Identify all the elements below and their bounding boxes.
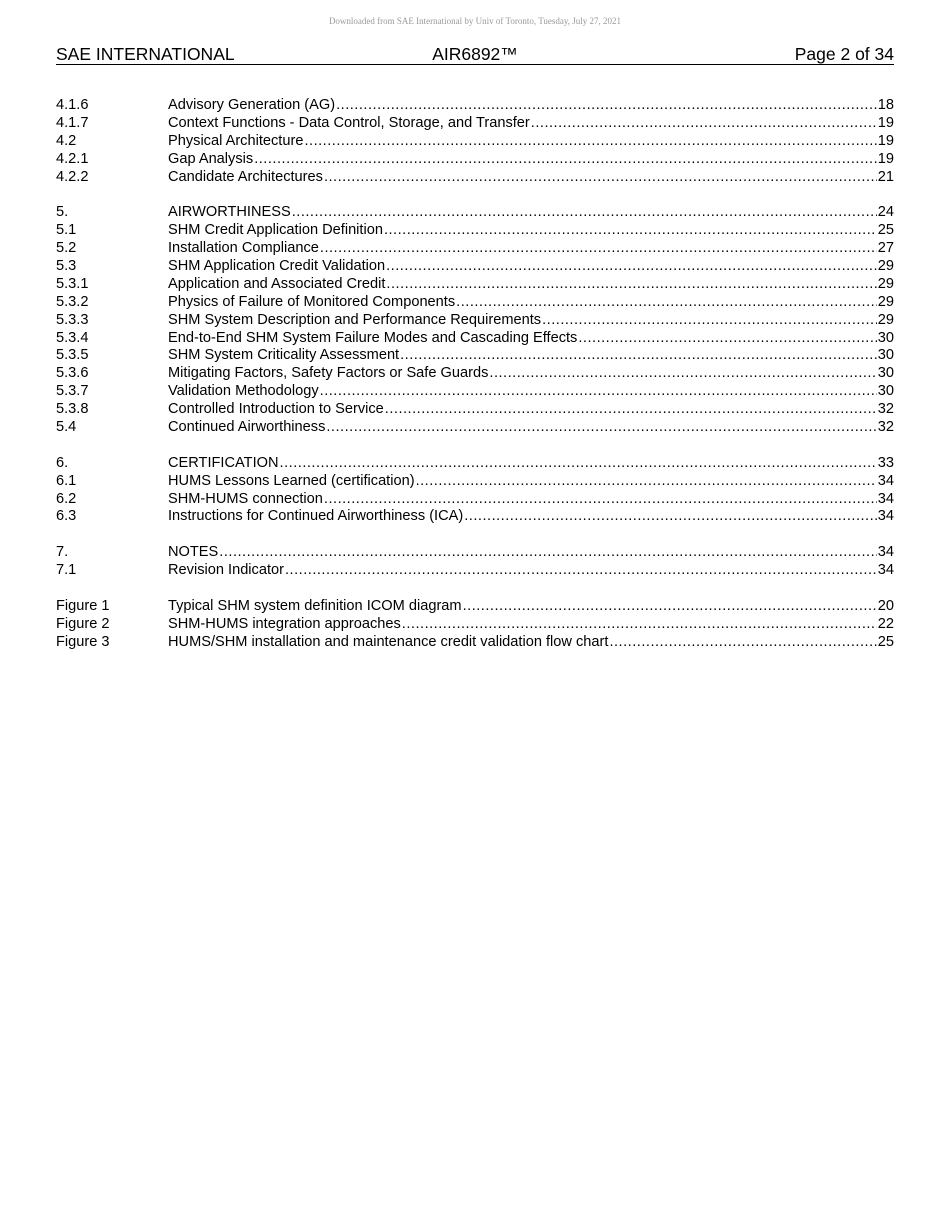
toc-entry-line [168, 312, 894, 330]
toc-entry-title: Candidate Architectures [168, 168, 323, 185]
toc-entry-number: Figure 1 [56, 597, 110, 614]
toc-entry-number: Figure 2 [56, 615, 110, 632]
toc-entry-number: 5.3.3 [56, 311, 89, 328]
toc-entry-line [168, 258, 894, 276]
toc-entry-page: 19 [877, 132, 894, 149]
page-indicator: Page 2 of 34 [794, 44, 894, 64]
toc-dot-leader [464, 508, 877, 526]
toc-entry-title: SHM Application Credit Validation [168, 258, 386, 275]
toc-entry-number: 5.2 [56, 240, 77, 257]
toc-dot-leader [531, 115, 877, 133]
toc-entry-page: 20 [877, 597, 894, 614]
toc-dot-leader [324, 491, 877, 509]
toc-entry-line [168, 97, 894, 115]
toc-entry-number: 6. [56, 454, 69, 471]
toc-entry-number: 4.1.7 [56, 114, 89, 131]
toc-entry-page: 19 [877, 114, 894, 131]
toc-entry-line [168, 616, 894, 634]
toc-dot-leader [385, 401, 877, 419]
toc-entry-title: Installation Compliance [168, 240, 319, 257]
toc-dot-leader [320, 240, 877, 258]
toc-entry-line [168, 634, 894, 652]
toc-entry-number: 5.4 [56, 419, 77, 436]
toc-entry-page: 34 [877, 472, 894, 489]
publisher-name: SAE INTERNATIONAL [56, 44, 235, 64]
toc-entry-line [168, 204, 894, 222]
toc-entry-title: SHM System Criticality Assessment [168, 347, 400, 364]
toc-entry-number: 7. [56, 544, 69, 561]
toc-entry-line [168, 115, 894, 133]
toc-entry-title: Physical Architecture [168, 132, 304, 149]
toc-dot-leader [304, 133, 876, 151]
toc-dot-leader [402, 616, 877, 634]
toc-entry-page: 30 [877, 383, 894, 400]
toc-dot-leader [285, 562, 877, 580]
toc-entry[interactable] [56, 97, 894, 115]
toc-entry-title: Application and Associated Credit [168, 275, 386, 292]
toc-entry-line [168, 491, 894, 509]
toc-entry[interactable] [56, 365, 894, 383]
toc-entry-page: 34 [877, 490, 894, 507]
toc-entry[interactable] [56, 276, 894, 294]
toc-entry[interactable] [56, 562, 894, 580]
toc-entry-title: Physics of Failure of Monitored Components [168, 293, 456, 310]
toc-entry[interactable] [56, 133, 894, 151]
toc-entry-title: Continued Airworthiness [168, 419, 326, 436]
toc-entry-page: 29 [877, 275, 894, 292]
toc-entry-number: 5.3.2 [56, 293, 89, 310]
toc-entry-title: Revision Indicator [168, 562, 284, 579]
toc-entry-number: 5.3.6 [56, 365, 89, 382]
toc-entry-line [168, 508, 894, 526]
toc-entry-number: 5.3 [56, 258, 77, 275]
toc-entry-line [168, 383, 894, 401]
toc-entry[interactable] [56, 508, 894, 526]
toc-dot-leader [386, 276, 876, 294]
toc-entry-line [168, 240, 894, 258]
toc-entry-page: 30 [877, 365, 894, 382]
toc-entry-line [168, 294, 894, 312]
toc-dot-leader [578, 330, 876, 348]
toc-entry-title: Instructions for Continued Airworthiness (ICA) [168, 508, 464, 525]
toc-entry[interactable] [56, 491, 894, 509]
toc-dot-leader [386, 258, 877, 276]
toc-entry-line [168, 401, 894, 419]
toc-dot-leader [456, 294, 877, 312]
toc-entry-title: Validation Methodology [168, 383, 319, 400]
toc-entry-number: 4.1.6 [56, 97, 89, 113]
toc-entry-number: 6.3 [56, 508, 77, 525]
toc-entry[interactable] [56, 634, 894, 652]
table-of-contents [56, 97, 894, 652]
toc-entry-page: 19 [877, 150, 894, 167]
toc-dot-leader [219, 544, 876, 562]
toc-entry-number: 5.3.7 [56, 383, 89, 400]
toc-group-spacer [56, 580, 894, 598]
toc-entry-number: 6.2 [56, 490, 77, 507]
toc-entry-page: 30 [877, 329, 894, 346]
toc-dot-leader [400, 347, 877, 365]
toc-dot-leader [280, 455, 877, 473]
toc-entry-title: SHM System Description and Performance Requirements [168, 311, 542, 328]
toc-entry-page: 24 [877, 204, 894, 221]
toc-entry[interactable] [56, 312, 894, 330]
toc-entry-line [168, 222, 894, 240]
toc-entry-title: CERTIFICATION [168, 454, 279, 471]
toc-group-spacer [56, 526, 894, 544]
toc-entry[interactable] [56, 151, 894, 169]
toc-entry-page: 34 [877, 562, 894, 579]
toc-entry-line [168, 473, 894, 491]
toc-entry-line [168, 562, 894, 580]
toc-entry-line [168, 169, 894, 187]
toc-entry-number: 5.3.4 [56, 329, 89, 346]
toc-entry-page: 21 [877, 168, 894, 185]
toc-entry-line [168, 151, 894, 169]
toc-entry[interactable] [56, 294, 894, 312]
toc-entry-line [168, 455, 894, 473]
toc-entry[interactable] [56, 204, 894, 222]
download-watermark: Downloaded from SAE International by Univ of Toronto, Tuesday, July 27, 2021 [328, 16, 622, 26]
toc-entry-number: 4.2.2 [56, 168, 89, 185]
toc-entry-page: 32 [877, 401, 894, 418]
toc-entry-line [168, 365, 894, 383]
running-header [56, 44, 894, 65]
toc-entry-title: HUMS Lessons Learned (certification) [168, 472, 415, 489]
toc-group-spacer [56, 437, 894, 455]
toc-entry-title: NOTES [168, 544, 219, 561]
toc-entry-number: 7.1 [56, 562, 77, 579]
toc-entry-number: Figure 3 [56, 633, 110, 650]
toc-entry-title: Context Functions - Data Control, Storage, and Transfer [168, 114, 530, 131]
toc-entry[interactable] [56, 115, 894, 133]
toc-dot-leader [609, 634, 876, 652]
toc-entry-page: 29 [877, 293, 894, 310]
toc-entry-number: 5.3.5 [56, 347, 89, 364]
toc-entry-line [168, 133, 894, 151]
toc-entry-title: SHM-HUMS connection [168, 490, 323, 507]
toc-entry-title: SHM-HUMS integration approaches [168, 615, 401, 632]
toc-entry-page: 29 [877, 311, 894, 328]
toc-entry-number: 5.3.1 [56, 275, 89, 292]
toc-entry-title: AIRWORTHINESS [168, 204, 291, 221]
toc-entry-title: End-to-End SHM System Failure Modes and Cascading Effects [168, 329, 578, 346]
toc-entry-title: HUMS/SHM installation and maintenance credit validation flow chart [168, 633, 609, 650]
toc-entry-page: 25 [877, 222, 894, 239]
toc-dot-leader [416, 473, 877, 491]
toc-entry[interactable] [56, 347, 894, 365]
toc-entry-page: 22 [877, 615, 894, 632]
toc-entry[interactable] [56, 401, 894, 419]
toc-entry[interactable] [56, 258, 894, 276]
toc-entry-title: Advisory Generation (AG) [168, 97, 336, 113]
toc-entry-title: Gap Analysis [168, 150, 254, 167]
toc-dot-leader [463, 598, 877, 616]
toc-entry-title: SHM Credit Application Definition [168, 222, 383, 239]
toc-entry-line [168, 598, 894, 616]
toc-entry[interactable] [56, 473, 894, 491]
toc-entry-title: Controlled Introduction to Service [168, 401, 384, 418]
toc-entry-number: 6.1 [56, 472, 77, 489]
toc-dot-leader [254, 151, 877, 169]
toc-entry-line [168, 419, 894, 437]
toc-entry-page: 29 [877, 258, 894, 275]
toc-entry-number: 5.3.8 [56, 401, 89, 418]
toc-entry-page: 34 [877, 508, 894, 525]
toc-entry-page: 33 [877, 454, 894, 471]
toc-entry-line [168, 347, 894, 365]
toc-entry[interactable] [56, 419, 894, 437]
toc-entry[interactable] [56, 598, 894, 616]
toc-entry[interactable] [56, 169, 894, 187]
toc-dot-leader [292, 204, 877, 222]
toc-entry[interactable] [56, 330, 894, 348]
document-number: AIR6892™ [432, 44, 518, 64]
toc-group-spacer [56, 186, 894, 204]
toc-entry[interactable] [56, 383, 894, 401]
toc-entry-title: Typical SHM system definition ICOM diagram [168, 597, 462, 614]
toc-entry-title: Mitigating Factors, Safety Factors or Safe Guards [168, 365, 489, 382]
toc-entry-number: 4.2 [56, 132, 77, 149]
toc-entry-number: 4.2.1 [56, 150, 89, 167]
toc-entry-page: 25 [877, 633, 894, 650]
toc-entry[interactable] [56, 455, 894, 473]
toc-entry-page: 32 [877, 419, 894, 436]
toc-dot-leader [489, 365, 876, 383]
toc-entry-line [168, 276, 894, 294]
toc-entry-page: 18 [877, 97, 894, 113]
toc-entry[interactable] [56, 616, 894, 634]
toc-entry-page: 30 [877, 347, 894, 364]
toc-entry[interactable] [56, 544, 894, 562]
toc-entry-number: 5. [56, 204, 69, 221]
toc-entry-page: 27 [877, 240, 894, 257]
toc-dot-leader [324, 169, 877, 187]
toc-entry-line [168, 330, 894, 348]
toc-entry-line [168, 544, 894, 562]
toc-entry-page: 34 [877, 544, 894, 561]
toc-dot-leader [320, 383, 877, 401]
toc-dot-leader [336, 97, 877, 115]
toc-dot-leader [542, 312, 877, 330]
toc-entry[interactable] [56, 240, 894, 258]
toc-entry-number: 5.1 [56, 222, 77, 239]
toc-entry[interactable] [56, 222, 894, 240]
toc-dot-leader [326, 419, 876, 437]
toc-dot-leader [384, 222, 877, 240]
